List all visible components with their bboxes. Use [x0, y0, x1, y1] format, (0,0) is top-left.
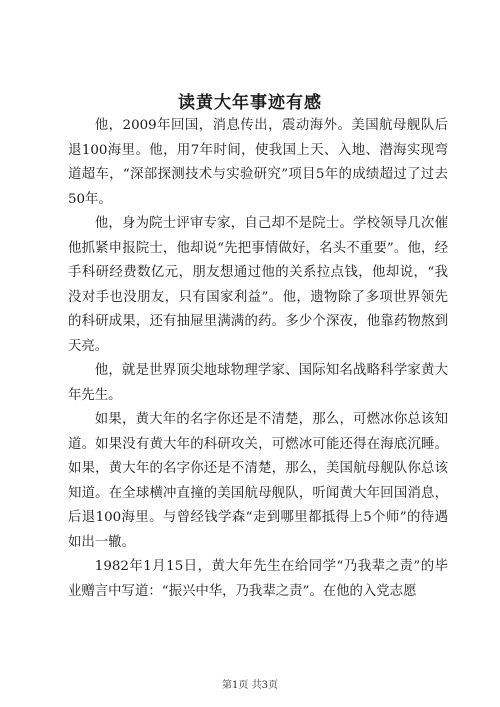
paragraph: 他，就是世界顶尖地球物理学家、国际知名战略科学家黄大年先生。 [68, 363, 448, 403]
page-title: 读黄大年事迹有感 [178, 93, 322, 113]
paragraph: 如果，黄大年的名字你还是不清楚，那么，可燃冰你总该知道。如果没有黄大年的科研攻关，可燃冰可能还得在海底沉睡。如果，黄大年的名字你还是不清楚，那么，美国航母舰队你总该知道。在全球横冲直撞的美国航母舰队，听闻黄大年回国消息，后退100海里。与曾经钱学森“走到哪里都抵得上5个师”的待遇如出一辙。 [68, 412, 448, 550]
page-footer: 第1页 共3页 [222, 680, 278, 691]
paragraph: 他，身为院士评审专家，自己却不是院士。学校领导几次催他抓紧申报院士，他却说“先把事情做好，名头不重要”。他，经手科研经费数亿元，朋友想通过他的关系拉点钱，他却说，“我没对手也没朋友，只有国家利益”。他，遗物除了多项世界领先的科研成果，还有抽屉里满满的药。多少个深夜，他靠药物熬到天亮。 [68, 216, 448, 354]
paragraph: 他，2009年回国，消息传出，震动海外。美国航母舰队后退100海里。他，用7年时间，使我国上天、入地、潜海实现弯道超车，“深部探测技术与实验研究”项目5年的成绩超过了过去50年。 [68, 118, 448, 207]
paragraph: 1982年1月15日，黄大年先生在给同学“乃我辈之责”的毕业赠言中写道：“振兴中华，乃我辈之责”。在他的入党志愿 [68, 559, 448, 599]
document-body [68, 114, 448, 604]
